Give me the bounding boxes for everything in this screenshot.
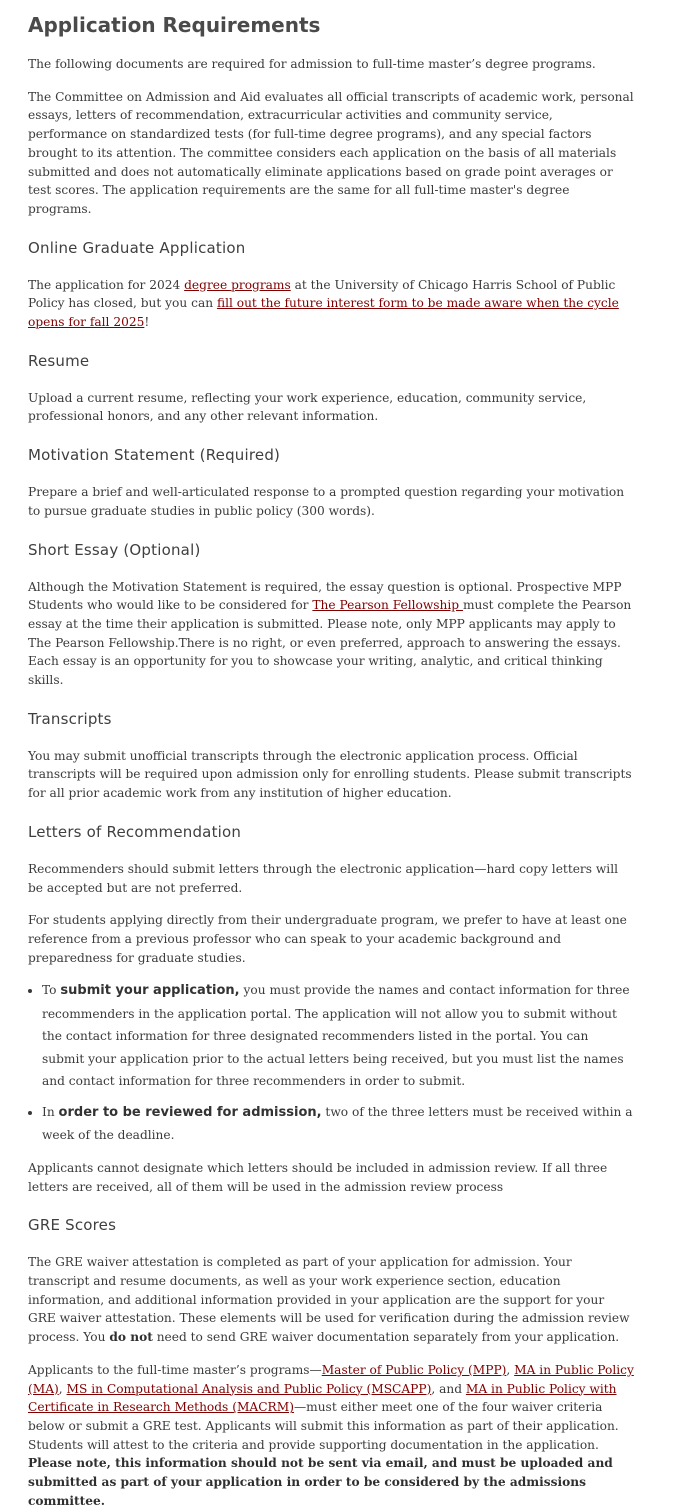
list-item	[42, 979, 634, 1093]
essay-text-2: must complete the Pearson essay at the time their application is submitted. Please note, only MPP applicants may apply to The Pearson Fellowship.There is no right, or even preferred, approach to answering the essays. Each essay is an opportunity for you to showcase your writing, analytic, and critical thinking skills.	[28, 598, 632, 688]
heading-motivation-statement: Motivation Statement (Required)	[28, 446, 281, 465]
mpp-link[interactable]: Master of Public Policy (MPP)	[321, 1362, 507, 1377]
gre-p2-pre: Applicants to the full-time master’s programs—	[28, 1362, 322, 1377]
bullet1-bold: submit your application,	[60, 983, 240, 999]
intro-paragraph-1: The following documents are required for admission to full-time master’s degree programs.	[28, 57, 596, 71]
heading-short-essay: Short Essay (Optional)	[28, 540, 201, 559]
bullet1-post: you must provide the names and contact information for three recommenders in the application portal. The application will not allow you to submit without the contact information for three designated recommenders listed in the portal. You can submit your application prior to the actual letters being received, but you must list the names and contact information for three recommenders in order to submit.	[42, 983, 630, 1089]
bullet1-pre: To	[42, 983, 61, 998]
motivation-paragraph: Prepare a brief and well-articulated response to a prompted question regarding your motivation to pursue graduate studies in public policy (300 words).	[28, 485, 625, 518]
letters-paragraph-2: For students applying directly from their undergraduate program, we prefer to have at least one reference from a previous professor who can speak to your academic background and preparedness for graduate studies.	[28, 913, 627, 965]
page-title: Application Requirements	[28, 13, 321, 37]
online-application-paragraph	[28, 276, 634, 332]
transcripts-paragraph: You may submit unofficial transcripts through the electronic application process. Official transcripts will be required upon admission only for enrolling students. Please submit transcripts for all prior academic work from any institution of higher education.	[28, 748, 632, 801]
essay-paragraph	[28, 578, 634, 690]
letters-requirements-list	[28, 979, 634, 1147]
gre-sep-3: , and	[431, 1381, 466, 1396]
online-text-3: !	[144, 315, 150, 330]
bullet2-post: two of the three letters must be received within a week of the deadline.	[42, 1104, 633, 1143]
pearson-fellowship-link[interactable]: The Pearson Fellowship	[312, 598, 463, 613]
heading-online-application: Online Graduate Application	[28, 238, 246, 257]
gre-paragraph-1	[28, 1253, 634, 1347]
gre-paragraph-2	[28, 1361, 634, 1510]
degree-programs-link[interactable]: degree programs	[184, 277, 291, 292]
online-text-2: at the University of Chicago Harris School of Public Policy has closed, but you can	[28, 277, 616, 311]
gre-p1-pre: The GRE waiver attestation is completed as part of your application for admission. Your transcript and resume documents, as well as your work experience section, education information, and additional information provided in your application are the support for your GRE waiver attestation. These elements will be used for verification during the admission review process. You	[28, 1255, 630, 1345]
ma-link[interactable]: MA in Public Policy (MA)	[28, 1362, 634, 1396]
bullet2-bold: order to be reviewed for admission,	[58, 1104, 322, 1120]
gre-sep-2: ,	[58, 1381, 67, 1396]
future-interest-form-link[interactable]: fill out the future interest form to be made aware when the cycle opens for fall 2025	[28, 296, 619, 330]
online-text-1: The application for 2024	[28, 277, 185, 292]
heading-transcripts: Transcripts	[28, 709, 112, 728]
intro-paragraph-2: The Committee on Admission and Aid evaluates all official transcripts of academic work, personal essays, letters of recommendation, extracurricular activities and community service, performance on standardized tests (for full-time degree programs), and any special factors brought to its attention. The committee considers each application on the basis of all materials submitted and does not automatically eliminate applications based on grade point averages or test scores. The application requirements are the same for all full-time master's degree programs.	[28, 89, 634, 216]
gre-sep-1: ,	[506, 1362, 515, 1377]
macrm-link[interactable]: MA in Public Policy with Certificate in Research Methods (MACRM)	[28, 1381, 617, 1415]
gre-p1-post: need to send GRE waiver documentation separately from your application.	[152, 1330, 620, 1345]
letters-paragraph-3: Applicants cannot designate which letters should be included in admission review. If all three letters are received, all of them will be used in the admission review process	[28, 1160, 608, 1194]
bullet2-pre: In	[42, 1104, 59, 1119]
gre-p2-bold: Please note, this information should not be sent via email, and must be uploaded and submitted as part of your application in order to be considered by the admissions committee.	[28, 1456, 613, 1508]
gre-p1-bold: do not	[109, 1330, 153, 1345]
letters-paragraph-1: Recommenders should submit letters through the electronic application—hard copy letters will be accepted but are not preferred.	[28, 861, 619, 895]
heading-gre-scores: GRE Scores	[28, 1216, 117, 1235]
resume-paragraph: Upload a current resume, reflecting your work experience, education, community service, professional honors, and any other relevant information.	[28, 390, 587, 424]
gre-p2-post: —must either meet one of the four waiver criteria below or submit a GRE test. Applicants will submit this information as part of their application. Students will attest to the criteria and provide supporting documentation in the application.	[28, 1400, 619, 1452]
mscapp-link[interactable]: MS in Computational Analysis and Public Policy (MSCAPP)	[66, 1381, 432, 1396]
heading-letters-of-recommendation: Letters of Recommendation	[28, 822, 242, 841]
heading-resume: Resume	[28, 351, 90, 370]
list-item	[42, 1101, 634, 1147]
essay-text-1: Although the Motivation Statement is required, the essay question is optional. Prospective MPP Students who would like to be considered for	[28, 579, 622, 613]
